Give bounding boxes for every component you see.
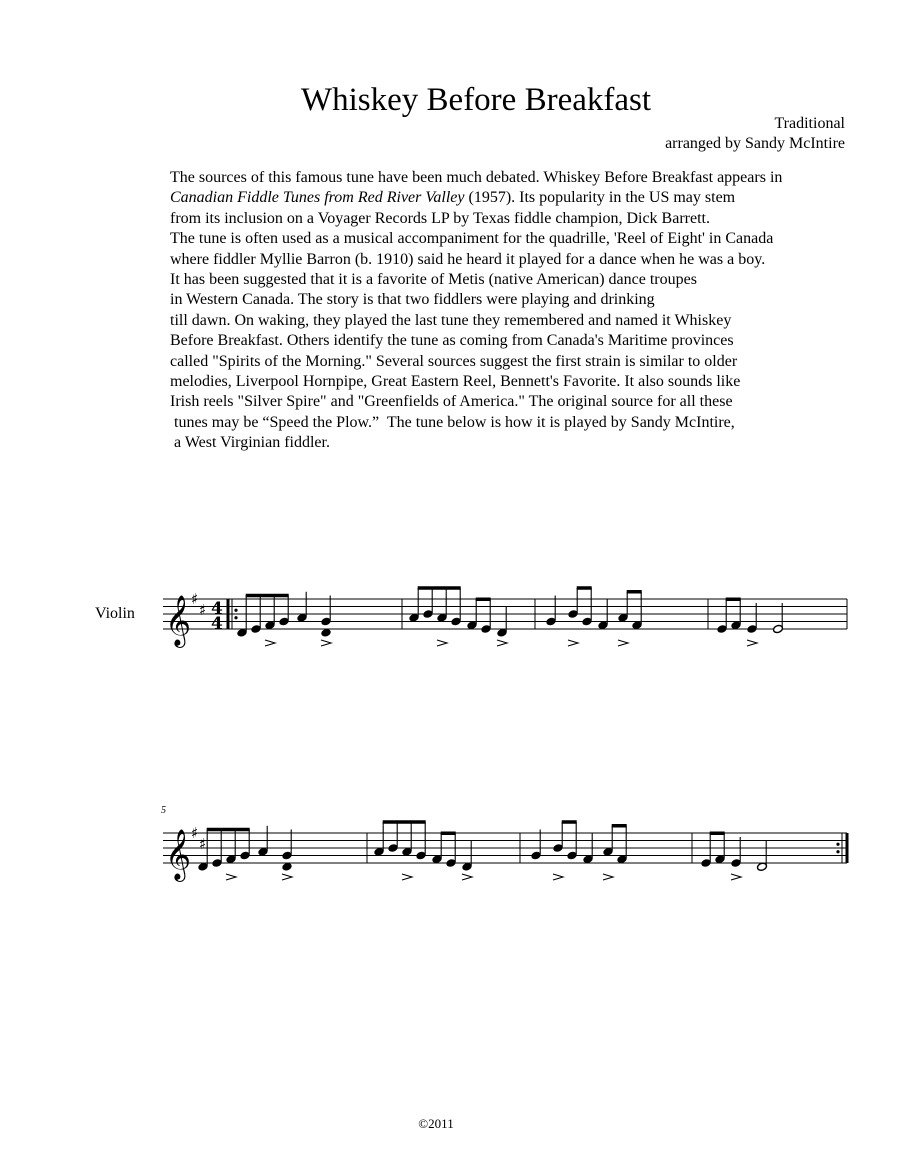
repeat-dot — [836, 843, 839, 846]
repeat-dot — [234, 616, 237, 619]
notes-line: The tune is often used as a musical accompaniment for the quadrille, 'Reel of Eight' in Canada — [170, 230, 774, 248]
sharp-c: ♯ — [199, 601, 207, 619]
accent-mark — [603, 874, 613, 880]
notes-line: a West Virginian fiddler. — [170, 434, 330, 452]
accent-mark — [462, 874, 472, 880]
treble-clef: 𝄞 — [165, 829, 192, 880]
notes-line: Before Breakfast. Others identify the tune as coming from Canada's Maritime provinces — [170, 332, 734, 350]
accent-mark — [553, 874, 563, 880]
repeat-dot — [836, 850, 839, 853]
notes-line: till dawn. On waking, they played the last tune they remembered and named it Whiskey — [170, 311, 732, 329]
accent-mark — [226, 874, 236, 880]
accent-mark — [618, 640, 628, 646]
sharp-f: ♯ — [191, 824, 199, 842]
notes-line: melodies, Liverpool Hornpipe, Great Eastern Reel, Bennett's Favorite. It also sounds like — [170, 372, 741, 390]
instrument-name: Violin — [95, 605, 135, 622]
accent-mark — [265, 640, 275, 646]
accent-mark — [731, 874, 741, 880]
accent-mark — [402, 874, 412, 880]
accent-mark — [321, 640, 331, 646]
notes-line: It has been suggested that it is a favorite of Metis (native American) dance troupes — [170, 270, 697, 288]
notes-line: Irish reels "Silver Spire" and "Greenfields of America." The original source for all these — [170, 393, 733, 411]
copyright: ©2011 — [418, 1116, 454, 1131]
notes-line: where fiddler Myllie Barron (b. 1910) said he heard it played for a dance when he was a boy. — [170, 250, 766, 268]
notes-line: The sources of this famous tune have been much debated. Whiskey Before Breakfast appears in — [170, 169, 783, 186]
tune-title: Whiskey Before Breakfast — [300, 82, 652, 118]
accent-mark — [747, 640, 757, 646]
notes-line: from its inclusion on a Voyager Records LP by Texas fiddle champion, Dick Barrett. — [170, 209, 710, 227]
repeat-dot — [234, 609, 237, 612]
treble-clef: 𝄞 — [165, 595, 192, 646]
sharp-c: ♯ — [199, 835, 207, 853]
notes-line: called "Spirits of the Morning." Several sources suggest the first strain is similar to older — [170, 352, 738, 370]
arranger: arranged by Sandy McIntire — [665, 135, 845, 152]
composer: Traditional — [774, 115, 845, 132]
accent-mark — [282, 874, 292, 880]
accent-mark — [497, 640, 507, 646]
book-title: Canadian Fiddle Tunes from Red River Valley — [170, 189, 465, 207]
notes-line: tunes may be “Speed the Plow.” The tune below is how it is played by Sandy McIntire, — [170, 413, 735, 431]
notes-line: in Western Canada. The story is that two fiddlers were playing and drinking — [170, 291, 655, 309]
accent-mark — [568, 640, 578, 646]
notes-line: Canadian Fiddle Tunes from Red River Valley (1957). Its popularity in the US may stem — [170, 189, 736, 207]
sharp-f: ♯ — [191, 590, 199, 608]
measure-number: 5 — [161, 805, 166, 816]
time-signature-bottom: 4 — [211, 614, 223, 634]
time-signature-top: 4 — [211, 599, 223, 619]
accent-mark — [437, 640, 447, 646]
